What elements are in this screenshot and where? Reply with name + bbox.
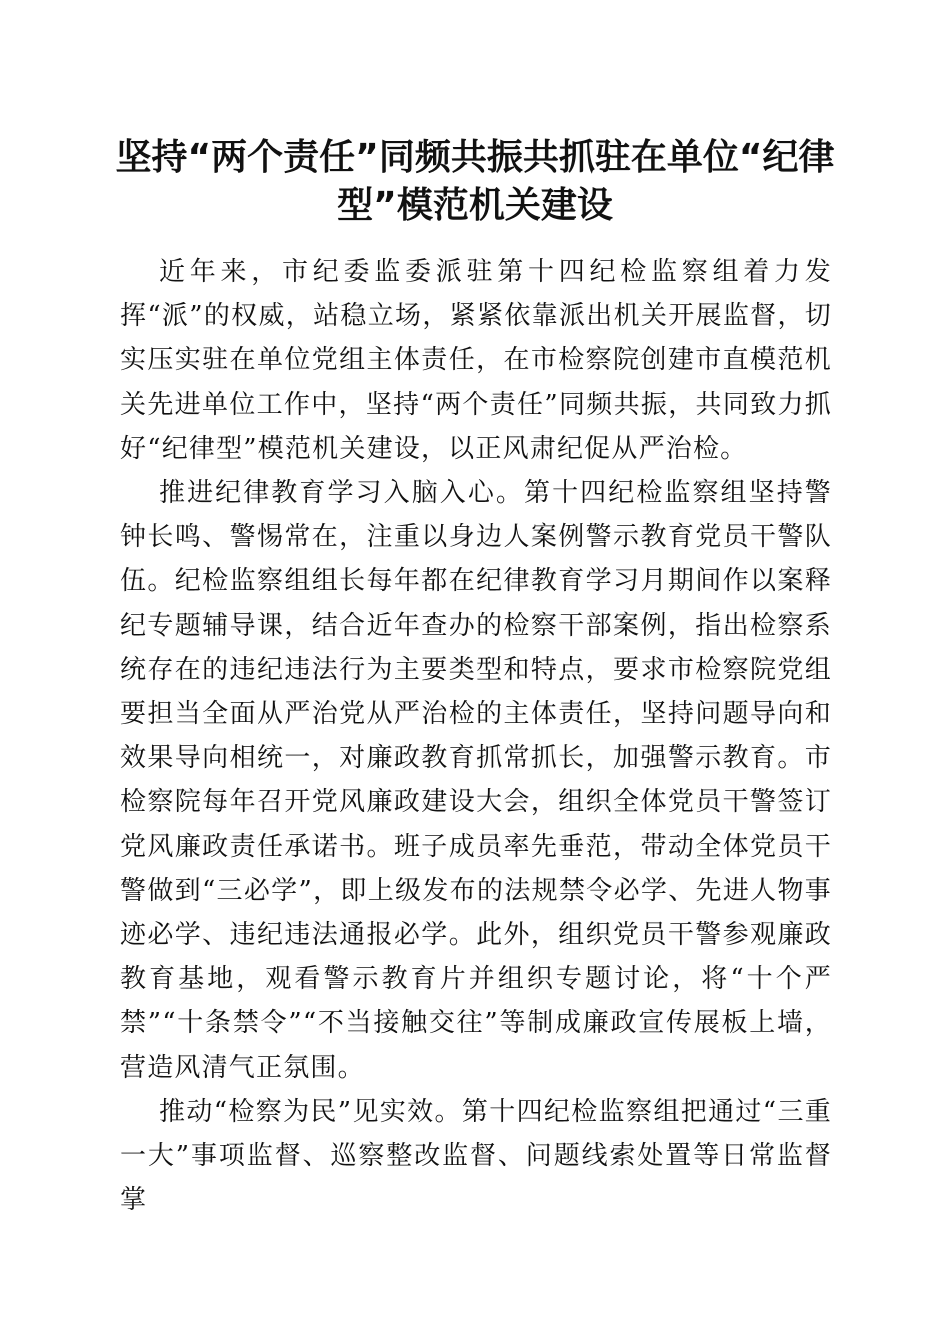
paragraph-discipline-education: 推进纪律教育学习入脑入心。第十四纪检监察组坚持警钟长鸣、警惕常在，注重以身边人案例警示教育党员干警队伍。纪检监察组组长每年都在纪律教育学习月期间作以案释纪专题辅导课，结合近年查办的检察干部案例，指出检察系统存在的违纪违法行为主要类型和特点，要求市检察院党组要担当全面从严治党从严治检的主体责任，坚持问题导向和效果导向相统一，对廉政教育抓常抓长，加强警示教育。市检察院每年召开党风廉政建设大会，组织全体党员干警签订党风廉政责任承诺书。班子成员率先垂范，带动全体党员干警做到“三必学”，即上级发布的法规禁令必学、先进人物事迹必学、违纪违法通报必学。此外，组织党员干警参观廉政教育基地，观看警示教育片并组织专题讨论，将“十个严禁”“十条禁令”“不当接触交往”等制成廉政宣传展板上墙，营造风清气正氛围。 xyxy=(120,478,832,1083)
document-title: 坚持“两个责任”同频共振共抓驻在单位“纪律型”模范机关建设 xyxy=(115,137,835,226)
document-body xyxy=(120,250,832,1222)
paragraph-intro: 近年来，市纪委监委派驻第十四纪检监察组着力发挥“派”的权威，站稳立场，紧紧依靠派出机关开展监督，切实压实驻在单位党组主体责任，在市检察院创建市直模范机关先进单位工作中，坚持“两个责任”同频共振，共同致力抓好“纪律型”模范机关建设，以正风肃纪促从严治检。 xyxy=(120,257,832,464)
paragraph-procuratorate-for-people: 推动“检察为民”见实效。第十四纪检监察组把通过“三重一大”事项监督、巡察整改监督、问题线索处置等日常监督掌 xyxy=(120,1096,832,1216)
